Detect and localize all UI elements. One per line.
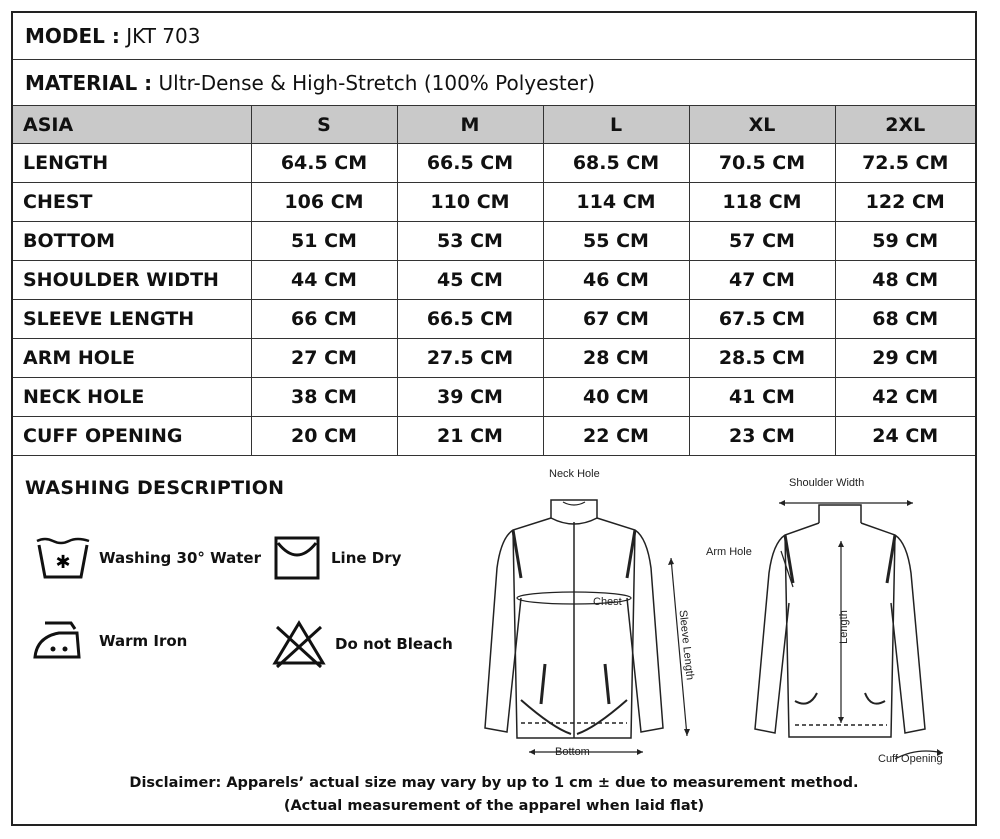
table-row: [13, 417, 975, 456]
table-cell: 42 CM: [835, 378, 975, 417]
table-cell: 67 CM: [543, 300, 689, 339]
table-cell: 21 CM: [397, 417, 543, 456]
material-value: Ultr-Dense & High-Stretch (100% Polyester): [158, 70, 596, 95]
row-label: SLEEVE LENGTH: [13, 300, 251, 339]
table-cell: 118 CM: [689, 183, 835, 222]
sleeve-length-label: Sleeve Length: [676, 609, 696, 681]
no-bleach-icon: [271, 619, 327, 669]
row-label: SHOULDER WIDTH: [13, 261, 251, 300]
table-cell: 22 CM: [543, 417, 689, 456]
chest-label: Chest: [593, 596, 622, 608]
table-row: [13, 378, 975, 417]
material-label: MATERIAL :: [25, 70, 153, 95]
cuff-opening-label: Cuff Opening: [878, 753, 943, 765]
table-cell: 27.5 CM: [397, 339, 543, 378]
table-cell: 40 CM: [543, 378, 689, 417]
size-header-row: [13, 106, 975, 144]
table-row: [13, 144, 975, 183]
table-cell: 41 CM: [689, 378, 835, 417]
table-row: [13, 339, 975, 378]
header-cell: ASIA: [13, 106, 251, 144]
disclaimer-line-2: (Actual measurement of the apparel when laid flat): [283, 798, 705, 814]
size-chart-sheet: [11, 11, 977, 826]
care-item-bleach: [271, 619, 453, 669]
table-cell: 53 CM: [397, 222, 543, 261]
neck-hole-label: Neck Hole: [549, 468, 600, 480]
row-label: ARM HOLE: [13, 339, 251, 378]
table-cell: 51 CM: [251, 222, 397, 261]
disclaimer-line-1: Disclaimer: Apparels’ actual size may vary by up to 1 cm ± due to measurement method.: [129, 775, 859, 791]
table-cell: 114 CM: [543, 183, 689, 222]
header-cell: 2XL: [835, 106, 975, 144]
care-label: Washing 30° Water: [99, 549, 261, 567]
svg-text:✱: ✱: [55, 552, 71, 573]
table-cell: 66 CM: [251, 300, 397, 339]
row-label: LENGTH: [13, 144, 251, 183]
table-row: [13, 261, 975, 300]
table-cell: 64.5 CM: [251, 144, 397, 183]
size-table: [13, 106, 975, 456]
model-row: [13, 13, 975, 60]
model-value: JKT 703: [126, 24, 201, 48]
care-item-iron: [31, 619, 187, 663]
material-row: [13, 60, 975, 106]
header-cell: XL: [689, 106, 835, 144]
table-cell: 39 CM: [397, 378, 543, 417]
table-cell: 29 CM: [835, 339, 975, 378]
table-cell: 47 CM: [689, 261, 835, 300]
row-label: CUFF OPENING: [13, 417, 251, 456]
care-label: Do not Bleach: [335, 635, 453, 653]
table-cell: 67.5 CM: [689, 300, 835, 339]
table-cell: 48 CM: [835, 261, 975, 300]
care-item-wash: [35, 535, 261, 581]
care-item-dry: [273, 535, 401, 581]
table-cell: 68 CM: [835, 300, 975, 339]
table-cell: 57 CM: [689, 222, 835, 261]
table-cell: 28.5 CM: [689, 339, 835, 378]
table-cell: 59 CM: [835, 222, 975, 261]
table-cell: 23 CM: [689, 417, 835, 456]
table-cell: 24 CM: [835, 417, 975, 456]
arm-hole-label: Arm Hole: [706, 546, 752, 558]
header-cell: L: [543, 106, 689, 144]
table-cell: 44 CM: [251, 261, 397, 300]
table-cell: 27 CM: [251, 339, 397, 378]
table-cell: 106 CM: [251, 183, 397, 222]
table-cell: 55 CM: [543, 222, 689, 261]
line-dry-icon: [273, 535, 323, 581]
warm-iron-icon: [31, 619, 91, 663]
table-cell: 46 CM: [543, 261, 689, 300]
table-row: [13, 222, 975, 261]
model-label: MODEL :: [25, 24, 120, 48]
row-label: NECK HOLE: [13, 378, 251, 417]
table-cell: 20 CM: [251, 417, 397, 456]
table-cell: 66.5 CM: [397, 144, 543, 183]
table-cell: 66.5 CM: [397, 300, 543, 339]
table-cell: 70.5 CM: [689, 144, 835, 183]
care-label: Line Dry: [331, 549, 402, 567]
table-cell: 72.5 CM: [835, 144, 975, 183]
length-label: Length: [837, 610, 850, 644]
wash-30-icon: [35, 535, 91, 581]
table-row: [13, 183, 975, 222]
table-cell: 110 CM: [397, 183, 543, 222]
table-cell: 28 CM: [543, 339, 689, 378]
table-row: [13, 300, 975, 339]
table-cell: 45 CM: [397, 261, 543, 300]
table-cell: 38 CM: [251, 378, 397, 417]
table-cell: 122 CM: [835, 183, 975, 222]
row-label: BOTTOM: [13, 222, 251, 261]
table-cell: 68.5 CM: [543, 144, 689, 183]
jacket-front-diagram: [473, 478, 703, 768]
row-label: CHEST: [13, 183, 251, 222]
bottom-label: Bottom: [555, 746, 590, 758]
header-cell: S: [251, 106, 397, 144]
shoulder-width-label: Shoulder Width: [789, 477, 865, 489]
header-cell: M: [397, 106, 543, 144]
care-label: Warm Iron: [99, 632, 188, 650]
washing-title: WASHING DESCRIPTION: [25, 477, 285, 499]
